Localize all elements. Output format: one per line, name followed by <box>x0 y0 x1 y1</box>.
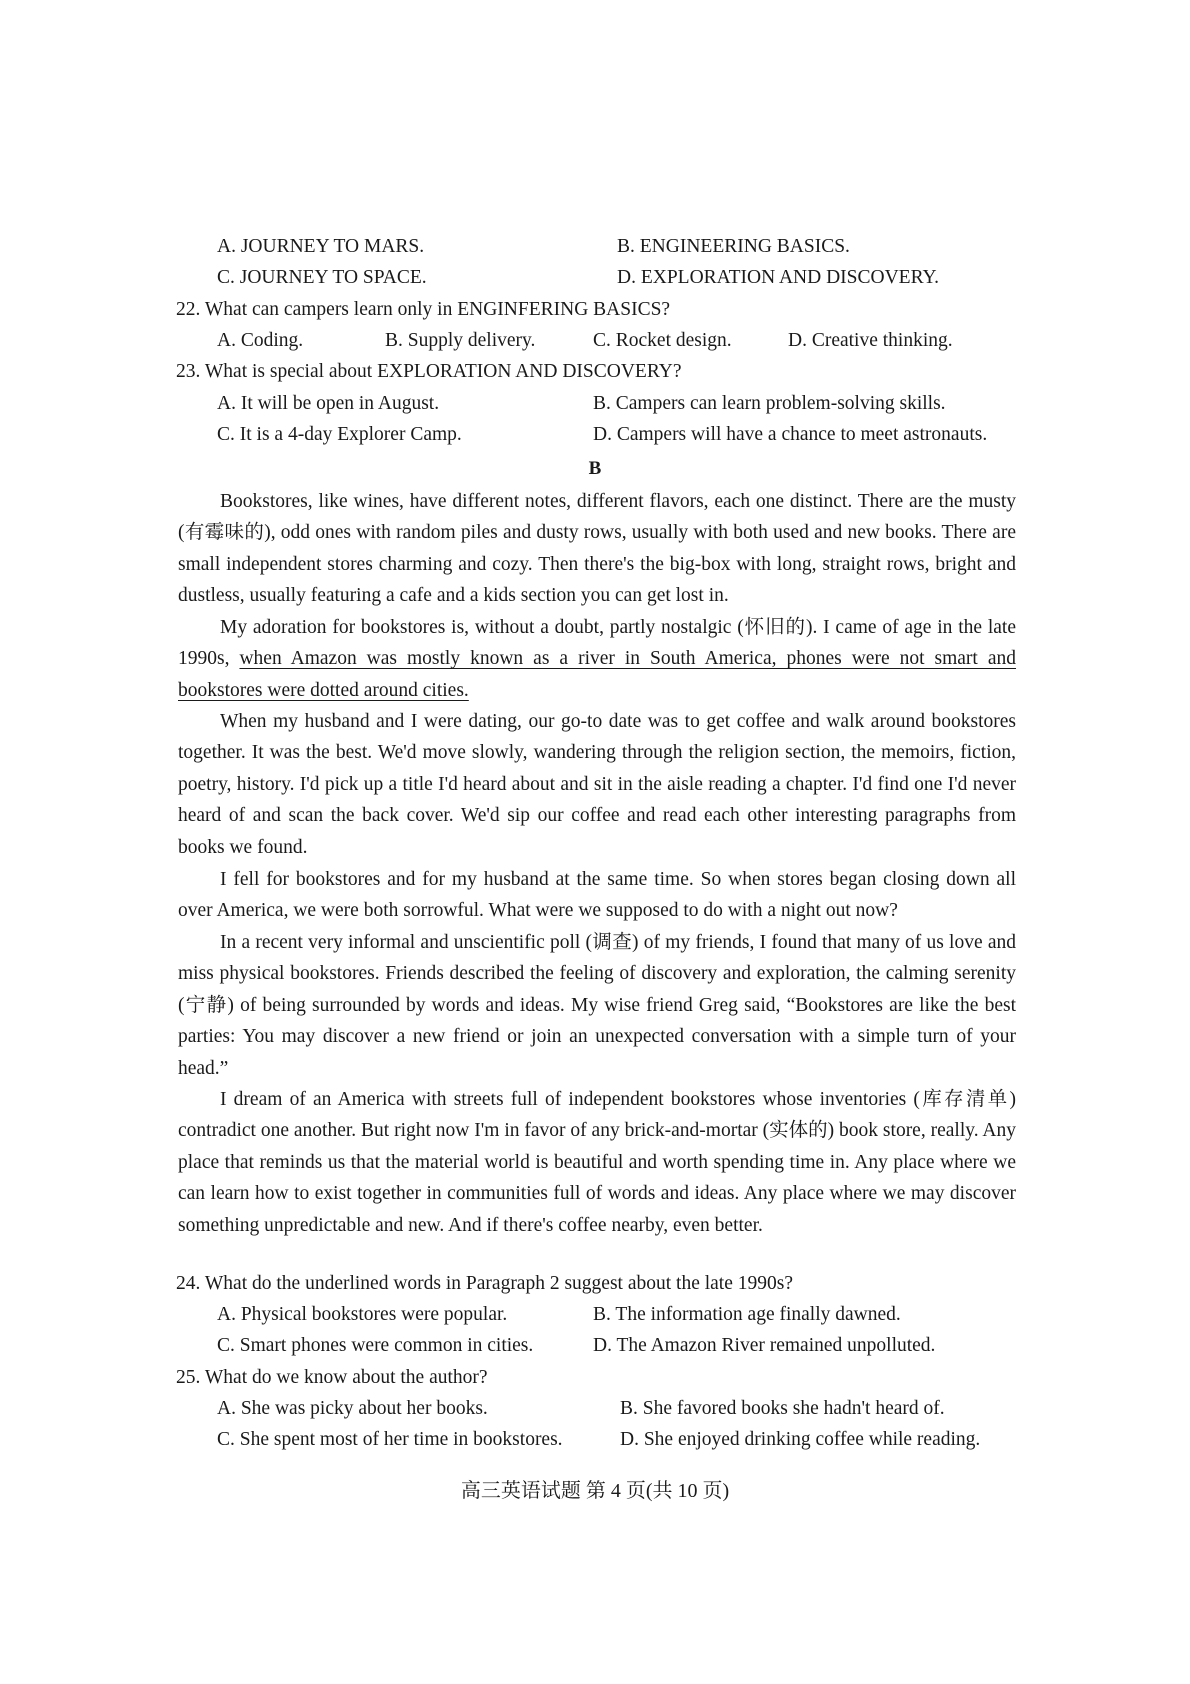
q25-options-row-2 <box>217 1429 1017 1459</box>
passage-paragraph-6: I dream of an America with streets full of independent bookstores whose inventories (库存清单) contradict one another. But right now I'm in favor of any brick-and-mortar (实体的) book store, really. Any place that reminds us that the material world is beautiful and worth spending time in. Any place where we can learn how to exist together in communities full of words and ideas. Any place where we may discover something unpredictable and new. And if there's coffee nearby, even better. <box>178 1089 1016 1236</box>
q21-options-row-1 <box>217 236 1017 266</box>
q24-option-d: D. The Amazon River remained unpolluted. <box>593 1335 936 1356</box>
q24-option-b: B. The information age finally dawned. <box>593 1304 901 1325</box>
q23-options-row-2 <box>217 424 1017 454</box>
q23-option-c: C. It is a 4-day Explorer Camp. <box>217 424 462 445</box>
passage-paragraph-5: In a recent very informal and unscientific poll (调查) of my friends, I found that many of us love and miss physical bookstores. Friends described the feeling of discovery and exploration, the calming serenity (宁静) of being surrounded by words and ideas. My wise friend Greg said, “Bookstores are like the best parties: You may discover a new friend or join an unexpected conversation with a simple turn of your head.” <box>178 932 1016 1079</box>
page-footer: 高三英语试题 第 4 页(共 10 页) <box>460 1480 730 1502</box>
q25-question: 25. What do we know about the author? <box>176 1367 488 1388</box>
q24-option-c: C. Smart phones were common in cities. <box>217 1335 534 1356</box>
q24-options-row-2 <box>217 1335 1017 1365</box>
q24-options-row-1 <box>217 1304 1017 1334</box>
q22-option-d: D. Creative thinking. <box>788 330 953 351</box>
q23-option-b: B. Campers can learn problem-solving skills. <box>593 393 946 414</box>
q21-option-a: A. JOURNEY TO MARS. <box>217 236 425 257</box>
q25-option-d: D. She enjoyed drinking coffee while reading. <box>620 1429 981 1450</box>
q22-option-c: C. Rocket design. <box>593 330 732 351</box>
q22-question: 22. What can campers learn only in ENGINFERING BASICS? <box>176 299 671 320</box>
paragraph-2-text: My adoration for bookstores is, without a doubt, partly nostalgic (怀旧的). I came of age in the late 1990s, <box>178 617 1016 670</box>
q23-question: 23. What is special about EXPLORATION AND DISCOVERY? <box>176 361 682 382</box>
q22-option-a: A. Coding. <box>217 330 304 351</box>
passage-paragraph-1: Bookstores, like wines, have different notes, different flavors, each one distinct. There are the musty (有霉味的), odd ones with random piles and dusty rows, usually with both used and new books. There are small independent stores charming and cozy. Then there's the big-box with long, straight rows, bright and dustless, usually featuring a cafe and a kids section you can get lost in. <box>178 491 1016 607</box>
q25-option-a: A. She was picky about her books. <box>217 1398 488 1419</box>
section-b-heading: B <box>588 458 602 479</box>
q22-options-row <box>217 330 1017 360</box>
q24-question: 24. What do the underlined words in Paragraph 2 suggest about the late 1990s? <box>176 1273 794 1294</box>
q25-option-b: B. She favored books she hadn't heard of. <box>620 1398 945 1419</box>
passage-paragraph-4: I fell for bookstores and for my husband at the same time. So when stores began closing down all over America, we were both sorrowful. What were we supposed to do with a night out now? <box>178 869 1016 922</box>
q21-option-d: D. EXPLORATION AND DISCOVERY. <box>617 267 939 288</box>
q24-option-a: A. Physical bookstores were popular. <box>217 1304 508 1325</box>
q23-option-d: D. Campers will have a chance to meet astronauts. <box>593 424 988 445</box>
q23-option-a: A. It will be open in August. <box>217 393 440 414</box>
q21-options-row-2 <box>217 267 1017 297</box>
underlined-words: when Amazon was mostly known as a river in South America, phones were not smart and bookstores were dotted around cities. <box>178 648 1017 701</box>
q25-options-row-1 <box>217 1398 1017 1428</box>
q21-option-b: B. ENGINEERING BASICS. <box>617 236 850 257</box>
q23-options-row-1 <box>217 393 1017 423</box>
q21-option-c: C. JOURNEY TO SPACE. <box>217 267 427 288</box>
q25-option-c: C. She spent most of her time in bookstores. <box>217 1429 563 1450</box>
passage-paragraph-3: When my husband and I were dating, our go-to date was to get coffee and walk around bookstores together. It was the best. We'd move slowly, wandering through the religion section, the memoirs, fiction, poetry, history. I'd pick up a title I'd heard about and sit in the aisle reading a chapter. I'd find one I'd never heard of and scan the back cover. We'd sip our coffee and read each other interesting paragraphs from books we found. <box>178 711 1016 858</box>
passage-paragraph-2 <box>178 612 1016 706</box>
q22-option-b: B. Supply delivery. <box>385 330 536 351</box>
